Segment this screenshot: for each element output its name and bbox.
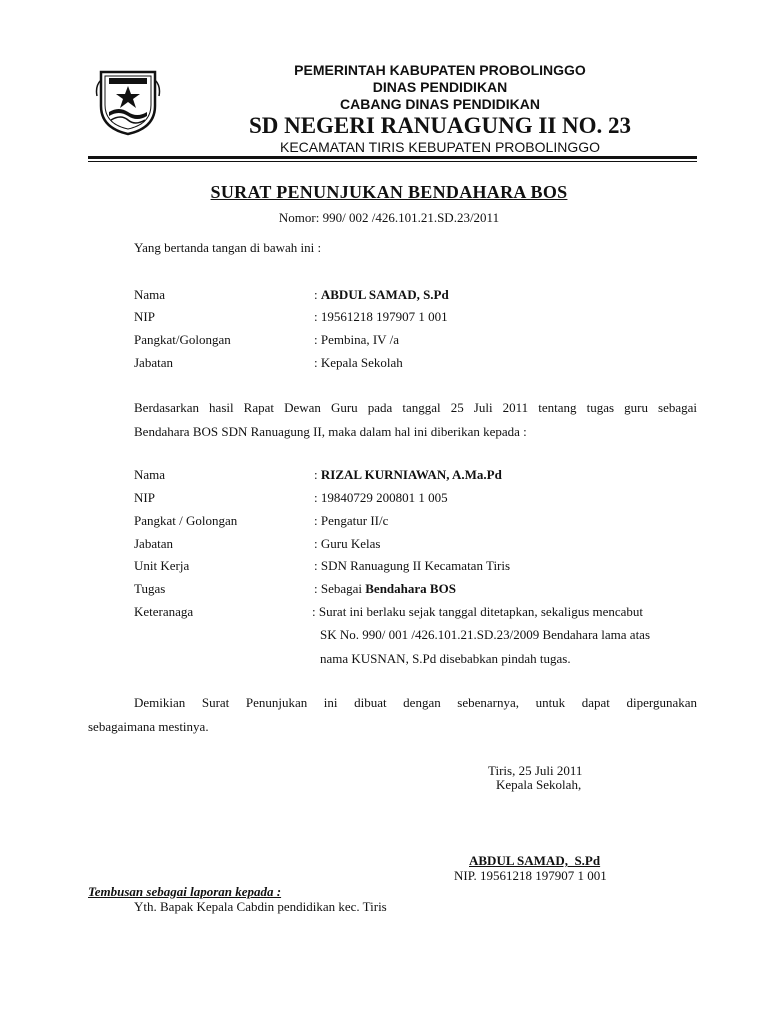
appointee-unit-label: Unit Kerja: [134, 558, 190, 573]
remarks-line3: nama KUSNAN, S.Pd disebabkan pindah tugas.: [320, 651, 571, 666]
paragraph-basis-line1: Berdasarkan hasil Rapat Dewan Guru pada tanggal 25 Juli 2011 tentang tugas guru sebagai: [134, 400, 697, 415]
appointee-nip-label: NIP: [134, 490, 155, 505]
appointee-name-label: Nama: [134, 467, 166, 482]
appointee-name-value: : RIZAL KURNIAWAN, A.Ma.Pd: [314, 467, 502, 482]
header-line-department: DINAS PENDIDIKAN: [372, 79, 508, 95]
signer-rank-label: Pangkat/Golongan: [134, 332, 231, 347]
appointee-rank-label: Pangkat / Golongan: [134, 513, 238, 528]
document-title: SURAT PENUNJUKAN BENDAHARA BOS: [210, 182, 568, 202]
signer-position-value: : Kepala Sekolah: [314, 355, 403, 370]
signer-nip-value: : 19561218 197907 1 001: [314, 309, 448, 324]
appointee-position-value: : Guru Kelas: [314, 536, 381, 551]
copy-to-title: Tembusan sebagai laporan kepada :: [88, 884, 282, 899]
signer-name-label: Nama: [134, 287, 166, 302]
appointee-unit-value: : SDN Ranuagung II Kecamatan Tiris: [314, 558, 511, 573]
remarks-label: Keteranaga: [134, 604, 194, 619]
closing-line2: sebagaimana mestinya.: [88, 719, 209, 734]
signature-name: ABDUL SAMAD, S.Pd: [469, 853, 601, 868]
place-date: Tiris, 25 Juli 2011: [488, 763, 583, 778]
appointee-rank-value: : Pengatur II/c: [314, 513, 389, 528]
signer-nip-label: NIP: [134, 309, 155, 324]
intro-text: Yang bertanda tangan di bawah ini :: [134, 240, 322, 255]
copy-to-item: Yth. Bapak Kepala Cabdin pendidikan kec. Tiris: [134, 899, 387, 914]
appointee-nip-value: : 19840729 200801 1 005: [314, 490, 448, 505]
appointee-position-label: Jabatan: [134, 536, 173, 551]
remarks-line1: : Surat ini berlaku sejak tanggal ditetapkan, sekaligus mencabut: [312, 604, 644, 619]
school-name: SD NEGERI RANUAGUNG II NO. 23: [248, 113, 632, 138]
header-line-government: PEMERINTAH KABUPATEN PROBOLINGGO: [294, 62, 586, 78]
regency-emblem-logo: [95, 66, 161, 136]
header-thick-rule: [88, 156, 697, 159]
header-line-branch: CABANG DINAS PENDIDIKAN: [340, 96, 540, 112]
signature-nip: NIP. 19561218 197907 1 001: [454, 868, 607, 883]
signer-position-title: Kepala Sekolah,: [496, 777, 582, 792]
paragraph-basis-line2: Bendahara BOS SDN Ranuagung II, maka dalam hal ini diberikan kepada :: [134, 424, 527, 439]
signer-rank-value: : Pembina, IV /a: [314, 332, 399, 347]
remarks-line2: SK No. 990/ 001 /426.101.21.SD.23/2009 Bendahara lama atas: [320, 627, 651, 642]
appointee-duty-value: : Sebagai Bendahara BOS: [314, 581, 456, 596]
document-number: Nomor: 990/ 002 /426.101.21.SD.23/2011: [278, 210, 500, 225]
closing-line1: Demikian Surat Penunjukan ini dibuat dengan sebenarnya, untuk dapat dipergunakan: [134, 695, 697, 710]
signer-name-value: : ABDUL SAMAD, S.Pd: [314, 287, 449, 302]
appointee-duty-label: Tugas: [134, 581, 166, 596]
header-thin-rule: [88, 161, 697, 162]
header-line-district: KECAMATAN TIRIS KEBUPATEN PROBOLINGGO: [280, 139, 600, 155]
signer-position-label: Jabatan: [134, 355, 173, 370]
